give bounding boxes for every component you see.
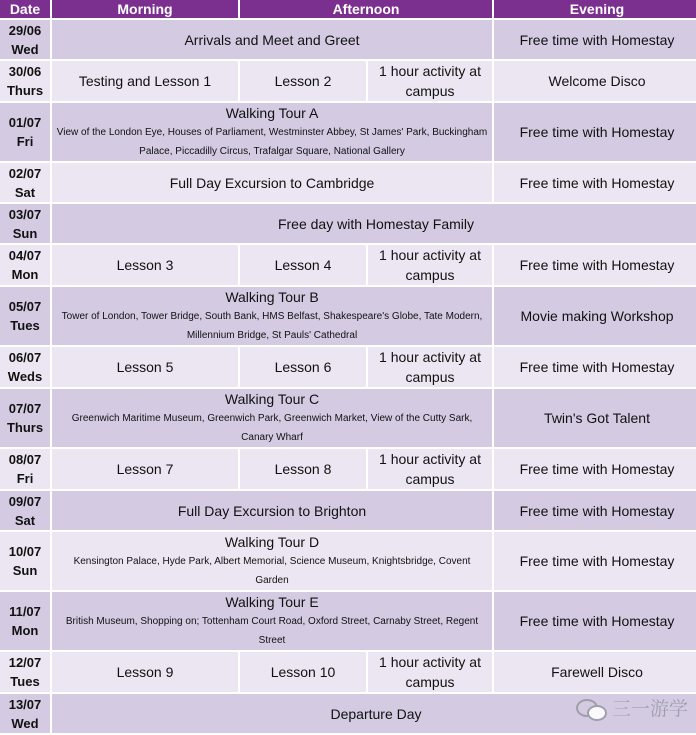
- afternoon-cell-2: 1 hour activity at campus: [368, 245, 492, 285]
- tour-title: Walking Tour C: [224, 391, 320, 407]
- evening-cell: Farewell Disco: [494, 652, 696, 692]
- tour-description: Greenwich Maritime Museum, Greenwich Park, Greenwich Market, View of the Cutty Sark, Canary Wharf: [71, 413, 473, 443]
- morning-afternoon-cell: Full Day Excursion to Brighton: [52, 491, 492, 530]
- day-label: Tues: [10, 318, 40, 333]
- date-cell: [0, 592, 50, 650]
- afternoon-cell-2: 1 hour activity at campus: [368, 652, 492, 692]
- header-morning: Morning: [52, 0, 238, 18]
- table-row: [0, 449, 696, 489]
- date-cell: [0, 287, 50, 345]
- day-label: Mon: [11, 623, 39, 638]
- date-cell: [0, 204, 50, 243]
- date-label: 10/07: [8, 544, 42, 559]
- day-label: Wed: [11, 41, 39, 57]
- day-label: Mon: [11, 267, 39, 282]
- date-cell: [0, 103, 50, 161]
- day-label: Sat: [14, 184, 36, 200]
- evening-cell: Welcome Disco: [494, 61, 696, 101]
- afternoon-cell-2: 1 hour activity at campus: [368, 61, 492, 101]
- day-label: Fri: [16, 134, 34, 149]
- morning-afternoon-cell: Full Day Excursion to Cambridge: [52, 163, 492, 202]
- table-row: [0, 20, 696, 59]
- date-label: 11/07: [9, 604, 41, 619]
- day-label: Fri: [16, 471, 34, 486]
- evening-cell: Twin's Got Talent: [494, 389, 696, 447]
- table-row: [0, 163, 696, 202]
- all-day-cell: Free day with Homestay Family: [52, 204, 696, 243]
- date-label: 30/06: [8, 64, 42, 79]
- morning-cell: Lesson 7: [52, 449, 238, 489]
- tour-title: Walking Tour D: [224, 534, 320, 550]
- evening-cell: Free time with Homestay: [494, 245, 696, 285]
- date-cell: [0, 389, 50, 447]
- evening-cell: Free time with Homestay: [494, 491, 696, 530]
- header-evening: Evening: [494, 0, 696, 18]
- morning-cell: Testing and Lesson 1: [52, 61, 238, 101]
- date-label: 29/06: [8, 22, 42, 38]
- table-row: [0, 532, 696, 590]
- day-label: Weds: [7, 369, 43, 384]
- date-label: 08/07: [8, 452, 42, 467]
- date-label: 01/07: [8, 115, 42, 130]
- date-cell: [0, 61, 50, 101]
- afternoon-cell-1: Lesson 8: [240, 449, 366, 489]
- afternoon-cell-1: Lesson 4: [240, 245, 366, 285]
- tour-description: Kensington Palace, Hyde Park, Albert Memorial, Science Museum, Knightsbridge, Covent Garden: [73, 556, 471, 586]
- morning-cell: Lesson 3: [52, 245, 238, 285]
- wechat-icon: [576, 697, 606, 719]
- day-label: Thurs: [6, 83, 44, 98]
- table-row: [0, 389, 696, 447]
- table-row: [0, 287, 696, 345]
- header-afternoon: Afternoon: [240, 0, 492, 18]
- afternoon-cell-2: 1 hour activity at campus: [368, 449, 492, 489]
- table-row: [0, 245, 696, 285]
- evening-cell: Free time with Homestay: [494, 532, 696, 590]
- day-label: Tues: [10, 674, 40, 689]
- date-label: 12/07: [8, 655, 42, 670]
- date-cell: [0, 652, 50, 692]
- table-row: [0, 61, 696, 101]
- watermark: [576, 694, 688, 721]
- table-row: [0, 592, 696, 650]
- walking-tour-cell: [52, 103, 492, 161]
- date-label: 04/07: [8, 248, 42, 263]
- afternoon-cell-2: 1 hour activity at campus: [368, 347, 492, 387]
- evening-cell: Free time with Homestay: [494, 347, 696, 387]
- morning-afternoon-cell: Arrivals and Meet and Greet: [52, 20, 492, 59]
- all-day-cell: Departure Day: [52, 694, 696, 733]
- walking-tour-cell: [52, 389, 492, 447]
- table-row: [0, 652, 696, 692]
- date-label: 13/07: [8, 696, 42, 712]
- afternoon-cell-1: Lesson 6: [240, 347, 366, 387]
- date-cell: [0, 245, 50, 285]
- date-cell: [0, 163, 50, 202]
- date-cell: [0, 694, 50, 733]
- table-row: [0, 491, 696, 530]
- evening-cell: Free time with Homestay: [494, 20, 696, 59]
- header-row: [0, 0, 696, 18]
- table-row: [0, 347, 696, 387]
- table-row: [0, 204, 696, 243]
- date-label: 03/07: [8, 206, 42, 222]
- walking-tour-cell: [52, 287, 492, 345]
- day-label: Sat: [14, 512, 36, 528]
- date-cell: [0, 449, 50, 489]
- afternoon-cell-1: Lesson 10: [240, 652, 366, 692]
- date-cell: [0, 20, 50, 59]
- afternoon-cell-1: Lesson 2: [240, 61, 366, 101]
- watermark-text: 三一游学: [611, 699, 688, 720]
- evening-cell: Free time with Homestay: [494, 449, 696, 489]
- date-cell: [0, 532, 50, 590]
- date-cell: [0, 491, 50, 530]
- date-label: 05/07: [8, 299, 42, 314]
- date-cell: [0, 347, 50, 387]
- date-label: 06/07: [8, 350, 42, 365]
- tour-description: British Museum, Shopping on; Tottenham Court Road, Oxford Street, Carnaby Street, Regent Street: [65, 616, 479, 646]
- evening-cell: Free time with Homestay: [494, 592, 696, 650]
- evening-cell: Movie making Workshop: [494, 287, 696, 345]
- date-label: 09/07: [8, 493, 42, 509]
- evening-cell: Free time with Homestay: [494, 103, 696, 161]
- day-label: Thurs: [6, 420, 44, 435]
- day-label: Sun: [12, 225, 38, 241]
- morning-cell: Lesson 9: [52, 652, 238, 692]
- date-label: 02/07: [8, 165, 42, 181]
- tour-title: Walking Tour E: [225, 594, 319, 610]
- evening-cell: Free time with Homestay: [494, 163, 696, 202]
- header-date: Date: [0, 0, 50, 18]
- table-row: [0, 103, 696, 161]
- day-label: Sun: [12, 563, 38, 578]
- morning-cell: Lesson 5: [52, 347, 238, 387]
- tour-title: Walking Tour A: [225, 105, 319, 121]
- tour-description: View of the London Eye, Houses of Parliament, Westminster Abbey, St James' Park, Buckingham Palace, Piccadilly Circus, Trafalgar Square, National Gallery: [56, 127, 488, 157]
- walking-tour-cell: [52, 532, 492, 590]
- walking-tour-cell: [52, 592, 492, 650]
- tour-description: Tower of London, Tower Bridge, South Bank, HMS Belfast, Shakespeare's Globe, Tate Modern, Millennium Bridge, St Pauls' Cathedral: [61, 311, 483, 341]
- date-label: 07/07: [8, 401, 42, 416]
- day-label: Wed: [11, 715, 39, 731]
- tour-title: Walking Tour B: [225, 289, 319, 305]
